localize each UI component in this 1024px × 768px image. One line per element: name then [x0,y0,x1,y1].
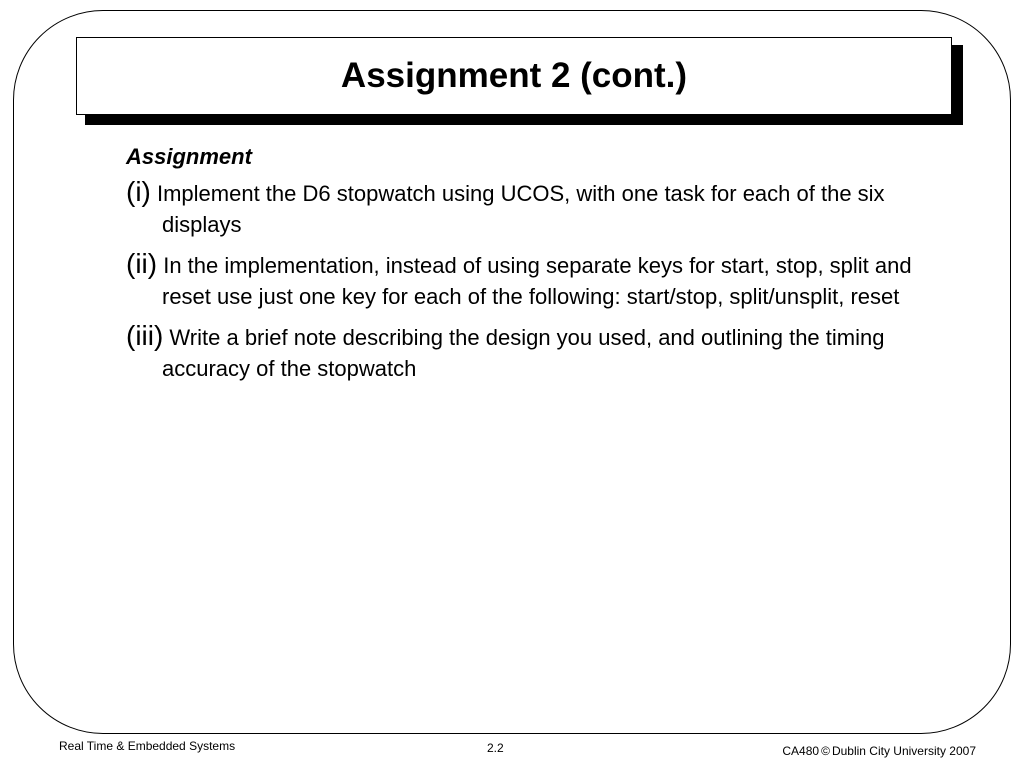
list-item-text: In the implementation, instead of using separate keys for start, stop, split and reset use just one key for each of the following: start/stop, split/unsplit, reset [157,253,912,309]
list-item-marker: (i) [126,176,151,207]
slide-title: Assignment 2 (cont.) [340,56,688,95]
list-item-marker: (ii) [126,248,158,279]
copyright-icon: © [821,744,830,758]
list-item-text: Write a brief note describing the design you used, and outlining the timing accuracy of the stopwatch [162,325,885,381]
list-item-iii [126,320,926,384]
list-item-ii [126,248,926,312]
list-item-text: Implement the D6 stopwatch using UCOS, with one task for each of the six displays [150,181,885,237]
footer-copyright-text: Dublin City University 2007 [831,744,976,758]
list-item-marker: (iii) [126,320,164,351]
footer-course-code: CA480 [782,744,820,758]
footer-page-number: 2.2 [487,741,504,755]
footer-course-name: Real Time & Embedded Systems [59,739,236,753]
footer-copyright [782,744,976,758]
title-box [76,37,952,115]
list-item-i [126,176,926,240]
slide-content [126,142,926,392]
section-heading: Assignment [126,144,252,169]
